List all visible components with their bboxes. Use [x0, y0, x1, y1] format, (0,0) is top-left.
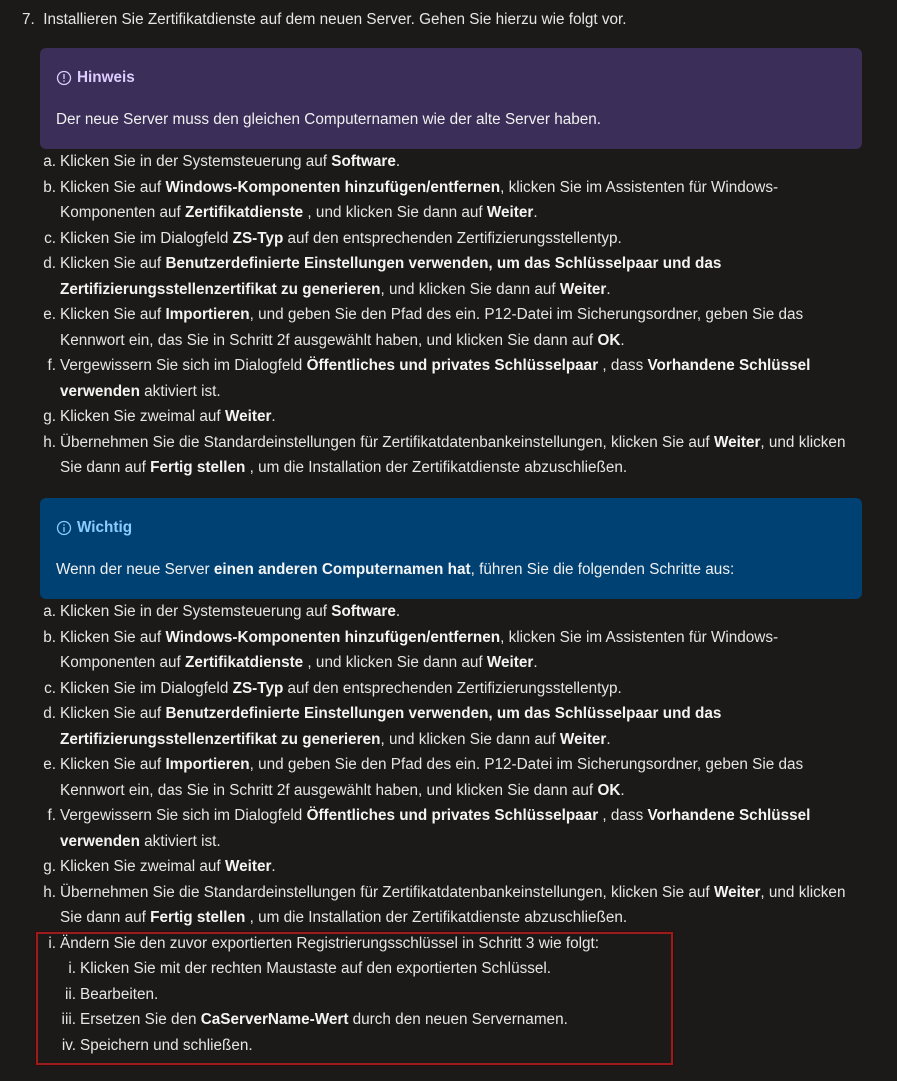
text-run: , und klicken Sie dann auf [60, 433, 846, 476]
text-run: . [533, 204, 538, 221]
step-item [0, 149, 897, 175]
text-run: , und geben Sie den Pfad des ein. P12-Datei im Sicherungsordner, geben Sie das Kennwort ein, das Sie in Schritt 2f ausgewählt haben, und klicken Sie dann auf [60, 756, 804, 799]
step-marker: d. [43, 255, 56, 272]
text-run: Ersetzen Sie den [80, 1011, 201, 1028]
step-item [0, 302, 897, 353]
text-run: auf den entsprechenden Zertifizierungsstellentyp. [283, 229, 622, 247]
bold-term: Benutzerdefinierte Einstellungen verwenden, um das Schlüsselpaar und das Zertifizierungsstellenzertifikat zu generieren [60, 705, 722, 748]
text-run: Klicken Sie auf [60, 306, 166, 323]
bold-term: Weiter [559, 730, 607, 748]
bold-term: Weiter [486, 204, 534, 221]
text-run: Klicken Sie auf [60, 705, 166, 722]
step-marker: iv. [61, 1036, 76, 1054]
step-item [0, 752, 897, 803]
text-run: . [395, 603, 401, 620]
text-run: Klicken Sie in der Systemsteuerung auf [60, 153, 332, 170]
bold-term: ZS-Typ [232, 679, 284, 697]
step-text [60, 430, 867, 481]
text-run: , um die Installation der Zertifikatdienste abzuschließen. [245, 909, 628, 926]
bold-term: Öffentliches und privates Schlüsselpaar [306, 807, 599, 824]
step-text [60, 353, 867, 404]
step-marker: c. [44, 679, 56, 697]
text-run: . [606, 730, 611, 748]
text-run: , führen Sie die folgenden Schritte aus: [470, 561, 735, 578]
text-run: , dass [598, 807, 648, 824]
step-item [0, 430, 897, 481]
bold-term: Weiter [224, 408, 272, 425]
step-marker: iii. [61, 1011, 76, 1028]
bold-term: Software [331, 603, 396, 620]
bold-term: Weiter [486, 654, 534, 671]
text-run: Klicken Sie auf [60, 178, 166, 196]
text-run: Speichern und schließen. [80, 1036, 253, 1054]
step-item [0, 353, 897, 404]
bold-term: ZS-Typ [232, 229, 284, 247]
step-item [0, 854, 897, 880]
note-body: Der neue Server muss den gleichen Computernamen wie der alte Server haben. [56, 111, 602, 128]
bold-term: Importieren [165, 306, 250, 323]
bold-term: Weiter [224, 858, 272, 875]
step-item [0, 599, 897, 625]
step-item [0, 404, 897, 430]
step-text [60, 880, 867, 931]
note-title-row [56, 65, 135, 91]
bold-term: Zertifikatdienste [185, 204, 304, 221]
step-item [0, 701, 897, 752]
text-run: , und klicken Sie dann auf [60, 883, 846, 926]
text-run: . [271, 858, 276, 875]
text-run: , dass [598, 357, 648, 374]
text-run: Klicken Sie in der Systemsteuerung auf [60, 603, 332, 620]
text-run: Klicken Sie zweimal auf [60, 408, 225, 425]
text-run: , und geben Sie den Pfad des ein. P12-Datei im Sicherungsordner, geben Sie das Kennwort ein, das Sie in Schritt 2f ausgewählt haben, und klicken Sie dann auf [60, 306, 804, 349]
bold-term: Fertig stellen [150, 909, 246, 926]
step-text [60, 701, 867, 752]
text-run: Übernehmen Sie die Standardeinstellungen für Zertifikatdatenbankeinstellungen, klicken Sie auf [60, 883, 714, 901]
text-run: , und klicken Sie dann auf [303, 204, 487, 221]
bold-term: einen anderen Computernamen hat [213, 561, 471, 578]
note-title: Hinweis [77, 69, 135, 86]
important-title: Wichtig [77, 519, 133, 536]
step-text [60, 404, 867, 430]
text-run: . [620, 781, 625, 799]
step-list-same-name [0, 149, 897, 481]
text-run: aktiviert ist. [139, 382, 221, 400]
bold-term: Weiter [713, 883, 761, 901]
text-run: auf den entsprechenden Zertifizierungsstellentyp. [283, 679, 622, 697]
step-item [0, 251, 897, 302]
text-run: , um die Installation der Zertifikatdienste abzuschließen. [245, 459, 628, 476]
step-text [60, 625, 867, 676]
text-run: , klicken Sie im Assistenten für Windows-Komponenten auf [60, 628, 779, 671]
step-marker: h. [43, 433, 56, 451]
step-text [60, 676, 867, 702]
bold-term: OK [597, 781, 621, 799]
bold-term: Vorhandene Schlüssel verwenden [60, 357, 811, 400]
text-run: . [271, 408, 276, 425]
step-marker: a. [43, 153, 56, 170]
text-run: , klicken Sie im Assistenten für Windows-Komponenten auf [60, 178, 779, 221]
step-text [60, 854, 867, 880]
step-marker: a. [43, 603, 56, 620]
text-run: Vergewissern Sie sich im Dialogfeld [60, 357, 307, 374]
step-marker: g. [43, 408, 56, 425]
step-item [0, 880, 897, 931]
step-item [0, 676, 897, 702]
bold-term: Software [331, 153, 396, 170]
bold-term: Weiter [559, 280, 607, 298]
step-marker: i. [48, 934, 56, 952]
step-marker: e. [43, 756, 56, 773]
note-callout [40, 48, 862, 149]
step-marker: f. [47, 807, 56, 824]
text-run: Ändern Sie den zuvor exportierten Registrierungsschlüssel in Schritt 3 wie folgt: [60, 934, 600, 952]
text-run: Klicken Sie im Dialogfeld [60, 229, 233, 247]
text-run: Klicken Sie auf [60, 628, 166, 646]
step-marker: b. [43, 628, 56, 646]
bold-term: Windows-Komponenten hinzufügen/entfernen [165, 628, 501, 646]
step-text [60, 302, 867, 353]
text-run: Klicken Sie auf [60, 255, 166, 272]
text-run: Klicken Sie zweimal auf [60, 858, 225, 875]
text-run: , und klicken Sie dann auf [380, 280, 560, 298]
text-run: . [620, 331, 625, 349]
step-marker: b. [43, 178, 56, 196]
bold-term: Windows-Komponenten hinzufügen/entfernen [165, 178, 501, 196]
text-run: Vergewissern Sie sich im Dialogfeld [60, 807, 307, 824]
info-circle-icon [56, 70, 72, 86]
step-marker: ii. [64, 985, 76, 1003]
text-run: . [606, 280, 611, 298]
important-body [56, 557, 734, 583]
text-run: aktiviert ist. [139, 832, 221, 850]
bold-term: Öffentliches und privates Schlüsselpaar [306, 357, 599, 374]
bold-term: Weiter [713, 433, 761, 451]
step-7-text: Installieren Sie Zertifikatdienste auf dem neuen Server. Gehen Sie hierzu wie folgt vor. [43, 11, 627, 28]
step-7-number: 7. [22, 11, 35, 28]
bold-term: Zertifikatdienste [185, 654, 304, 671]
step-text [60, 599, 867, 625]
step-text [60, 803, 867, 854]
text-run: Klicken Sie im Dialogfeld [60, 679, 233, 697]
text-run: durch den neuen Servernamen. [348, 1011, 568, 1028]
step-item [0, 226, 897, 252]
step-text [60, 251, 867, 302]
highlight-box [36, 932, 673, 1065]
step-marker: f. [47, 357, 56, 374]
info-circle-icon [56, 520, 72, 536]
text-run: Klicken Sie mit der rechten Maustaste auf den exportierten Schlüssel. [80, 960, 552, 977]
step-item [0, 175, 897, 226]
bold-term: Benutzerdefinierte Einstellungen verwenden, um das Schlüsselpaar und das Zertifizierungsstellenzertifikat zu generieren [60, 255, 722, 298]
text-run: . [395, 153, 401, 170]
step-marker: c. [44, 229, 56, 247]
bold-term: Fertig stellen [150, 459, 246, 476]
text-run: , und klicken Sie dann auf [380, 730, 560, 748]
important-callout [40, 498, 862, 599]
text-run: Klicken Sie auf [60, 756, 166, 773]
step-text [60, 175, 867, 226]
bold-term: CaServerName-Wert [200, 1011, 349, 1028]
step-text [60, 752, 867, 803]
step-marker: g. [43, 858, 56, 875]
step-text [60, 226, 867, 252]
text-run: Wenn der neue Server [56, 561, 214, 578]
text-run: Übernehmen Sie die Standardeinstellungen für Zertifikatdatenbankeinstellungen, klicken Sie auf [60, 433, 714, 451]
step-marker: e. [43, 306, 56, 323]
text-run: Bearbeiten. [80, 985, 159, 1003]
important-title-row [56, 515, 132, 541]
step-7 [22, 7, 627, 33]
step-marker: i. [68, 960, 76, 977]
step-marker: d. [43, 705, 56, 722]
bold-term: OK [597, 331, 621, 349]
text-run: , und klicken Sie dann auf [303, 654, 487, 671]
step-item [0, 803, 897, 854]
text-run: . [533, 654, 538, 671]
step-item [0, 625, 897, 676]
bold-term: Vorhandene Schlüssel verwenden [60, 807, 811, 850]
bold-term: Importieren [165, 756, 250, 773]
step-text [60, 149, 867, 175]
step-marker: h. [43, 883, 56, 901]
